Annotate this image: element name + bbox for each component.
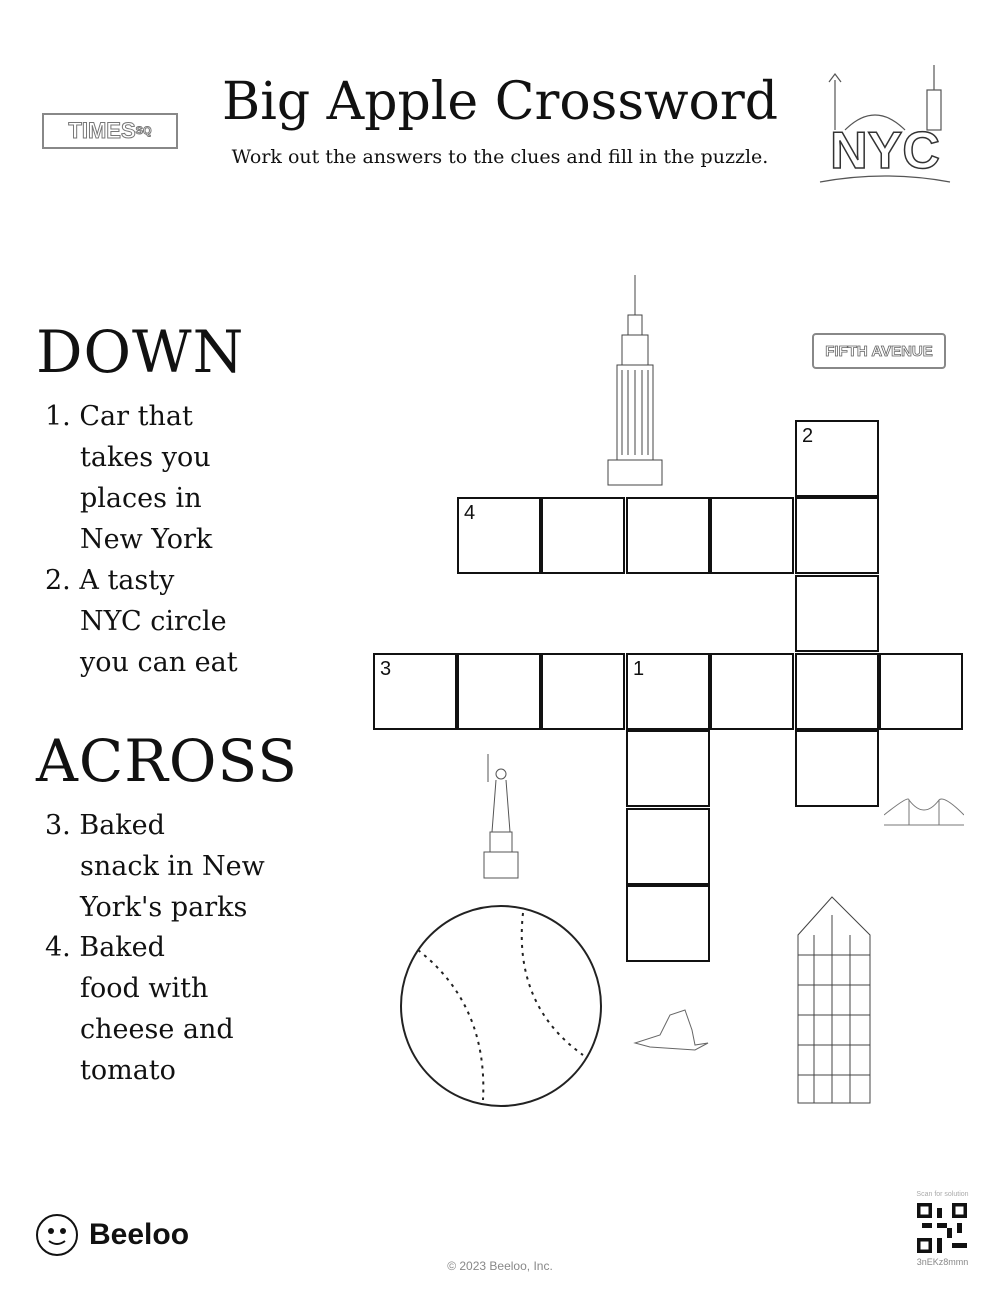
nyc-logo-text: NYC: [830, 122, 940, 180]
brooklyn-bridge-icon: [884, 795, 964, 835]
grid-cell[interactable]: [795, 575, 879, 652]
grid-cell[interactable]: [626, 808, 710, 885]
baseball-icon: [398, 905, 604, 1107]
clue-text: snack in New: [80, 851, 265, 882]
grid-cell[interactable]: [541, 497, 625, 574]
down-clue-2: [45, 560, 238, 683]
grid-cell[interactable]: [795, 420, 879, 497]
fifth-avenue-sign: FIFTH AVENUE: [812, 333, 946, 369]
down-clue-1: [45, 396, 212, 560]
cell-number: 1: [633, 658, 645, 680]
copyright: © 2023 Beeloo, Inc.: [447, 1259, 553, 1273]
flatiron-building-icon: [790, 895, 876, 1105]
clue-text: Baked: [79, 810, 165, 841]
beeloo-logo: [35, 1213, 189, 1257]
statue-of-liberty-icon: [478, 752, 524, 880]
across-clue-3: [45, 805, 265, 928]
grid-cell[interactable]: [795, 497, 879, 574]
clue-text: A tasty: [79, 565, 175, 596]
grid-cell[interactable]: [373, 653, 457, 730]
down-heading: DOWN: [36, 318, 245, 386]
grid-cell[interactable]: [541, 653, 625, 730]
clue-number: 4.: [45, 932, 71, 963]
grid-cell[interactable]: [457, 653, 541, 730]
instructions: Work out the answers to the clues and fill in the puzzle.: [231, 146, 769, 168]
clue-number: 1.: [45, 401, 71, 432]
grid-cell[interactable]: [626, 497, 710, 574]
new-york-state-map-icon: [630, 1005, 710, 1055]
across-heading: ACROSS: [36, 727, 298, 795]
grid-cell[interactable]: [795, 730, 879, 807]
clue-text: food with: [80, 973, 209, 1004]
empire-state-building-icon: [600, 275, 670, 487]
clue-text: Baked: [79, 932, 165, 963]
clue-text: York's parks: [80, 892, 248, 923]
grid-cell[interactable]: [879, 653, 963, 730]
qr-code-text: 3nEKz8mmn: [916, 1257, 969, 1267]
cell-number: 3: [380, 658, 392, 680]
clue-text: takes you: [80, 442, 211, 473]
grid-cell[interactable]: [626, 730, 710, 807]
qr-code-icon[interactable]: [917, 1203, 967, 1253]
grid-cell[interactable]: [795, 653, 879, 730]
clue-text: NYC circle: [80, 606, 227, 637]
cell-number: 4: [464, 502, 476, 524]
across-clue-4: [45, 927, 234, 1091]
clue-number: 2.: [45, 565, 71, 596]
clue-text: cheese and: [80, 1014, 234, 1045]
clue-number: 3.: [45, 810, 71, 841]
clue-text: tomato: [80, 1055, 176, 1086]
grid-cell[interactable]: [710, 653, 794, 730]
clue-text: Car that: [79, 401, 193, 432]
grid-cell[interactable]: [626, 653, 710, 730]
times-sign-sup: SQ: [135, 125, 152, 137]
bee-icon: [35, 1213, 79, 1257]
clue-text: you can eat: [80, 647, 238, 678]
page-title: Big Apple Crossword: [221, 72, 778, 132]
nyc-skyline-icon: [815, 60, 955, 190]
grid-cell[interactable]: [710, 497, 794, 574]
grid-cell[interactable]: [626, 885, 710, 962]
clue-text: places in: [80, 483, 202, 514]
grid-cell[interactable]: [457, 497, 541, 574]
times-sign-text: TIMES: [68, 118, 136, 143]
brand-name: Beeloo: [89, 1218, 190, 1251]
clue-text: New York: [80, 524, 213, 555]
qr-label: Scan for solution: [916, 1191, 969, 1198]
cell-number: 2: [802, 425, 814, 447]
